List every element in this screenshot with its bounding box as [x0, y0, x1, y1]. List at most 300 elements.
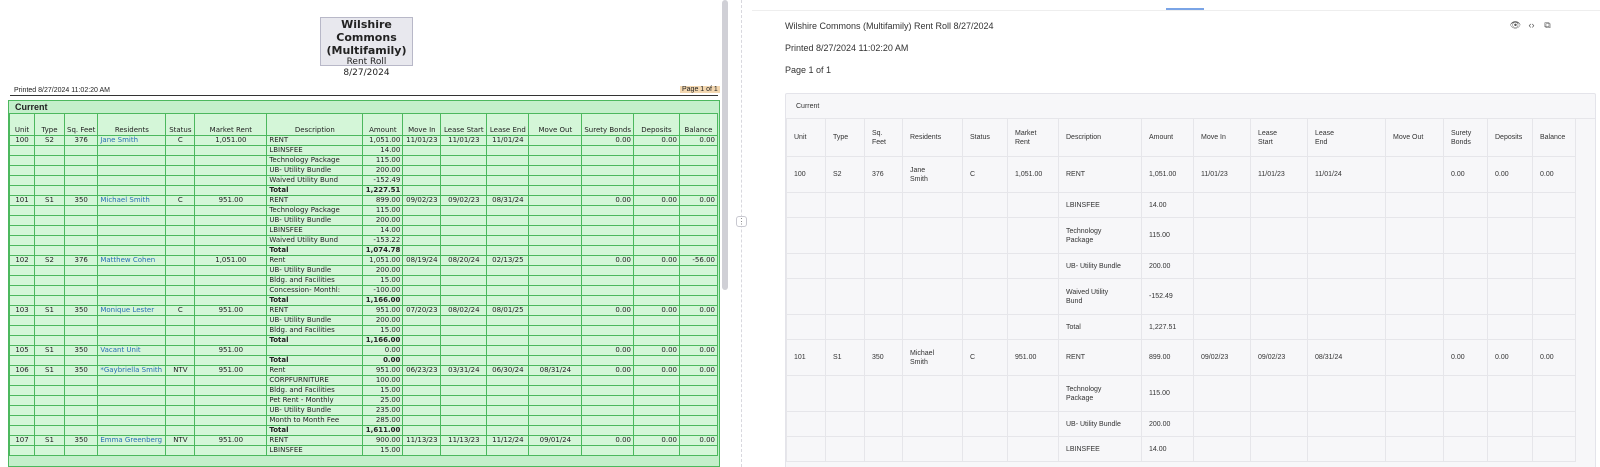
table-cell: 200.00 — [363, 166, 403, 176]
table-cell: Concession- Monthl: — [267, 286, 363, 296]
table-cell — [35, 376, 65, 386]
table-cell — [98, 446, 166, 456]
table-row — [10, 406, 718, 416]
table-cell — [679, 316, 717, 326]
table-cell: 08/19/24 — [403, 256, 441, 266]
preview-column-header — [1386, 119, 1444, 157]
table-cell — [35, 426, 65, 436]
resident-link[interactable]: Emma Greenberg — [98, 436, 166, 446]
property-name: Wilshire Commons — [336, 18, 397, 44]
table-cell — [441, 346, 487, 356]
preview-cell: 0.00 — [1488, 157, 1533, 193]
preview-cell: 115.00 — [1142, 218, 1194, 254]
column-header: Unit — [10, 114, 35, 136]
header-label: Start — [1258, 138, 1273, 146]
table-cell — [65, 156, 98, 166]
table-cell: 200.00 — [363, 316, 403, 326]
table-cell — [195, 276, 267, 286]
table-cell: RENT — [267, 306, 363, 316]
table-cell — [403, 176, 441, 186]
table-cell — [166, 346, 195, 356]
table-cell — [35, 286, 65, 296]
table-cell: Total — [267, 336, 363, 346]
table-cell: -100.00 — [363, 286, 403, 296]
table-cell — [166, 356, 195, 366]
table-cell — [633, 166, 679, 176]
preview-row — [787, 437, 1576, 462]
preview-column-header — [1008, 119, 1059, 157]
preview-cell — [1533, 437, 1576, 462]
preview-cell — [903, 437, 963, 462]
table-cell — [582, 236, 634, 246]
resident-link[interactable]: Jane Smith — [98, 136, 166, 146]
preview-cell: 14.00 — [1142, 437, 1194, 462]
table-cell: LBINSFEE — [267, 226, 363, 236]
table-cell — [195, 396, 267, 406]
table-cell — [195, 376, 267, 386]
table-cell — [582, 416, 634, 426]
preview-column-header — [1533, 119, 1576, 157]
table-cell — [35, 206, 65, 216]
table-cell: 15.00 — [363, 386, 403, 396]
table-cell — [403, 246, 441, 256]
preview-cell: Total — [1059, 315, 1142, 340]
table-cell — [633, 246, 679, 256]
table-cell — [35, 166, 65, 176]
preview-row — [787, 340, 1576, 376]
preview-cell — [1444, 254, 1488, 279]
table-cell — [633, 226, 679, 236]
table-cell — [10, 216, 35, 226]
header-label: Rent — [1015, 138, 1030, 146]
table-cell — [487, 236, 529, 246]
table-cell — [10, 146, 35, 156]
preview-cell: 100 — [787, 157, 826, 193]
table-cell — [166, 256, 195, 266]
table-cell: 899.00 — [363, 196, 403, 206]
table-cell — [35, 156, 65, 166]
table-row — [10, 396, 718, 406]
table-cell: Month to Month Fee — [267, 416, 363, 426]
table-cell: S1 — [35, 366, 65, 376]
table-cell — [65, 176, 98, 186]
preview-printed: Printed 8/27/2024 11:02:20 AM — [785, 43, 909, 53]
table-cell — [195, 266, 267, 276]
table-cell — [35, 176, 65, 186]
preview-cell — [1533, 315, 1576, 340]
preview-cell: 0.00 — [1533, 340, 1576, 376]
table-cell — [10, 416, 35, 426]
table-cell — [529, 406, 582, 416]
table-cell — [65, 396, 98, 406]
resident-link[interactable]: Monique Lester — [98, 306, 166, 316]
table-cell: 106 — [10, 366, 35, 376]
table-cell — [487, 226, 529, 236]
table-cell — [441, 406, 487, 416]
column-header: Description — [267, 114, 363, 136]
preview-cell: 14.00 — [1142, 193, 1194, 218]
column-header: Move In — [403, 114, 441, 136]
table-cell — [529, 186, 582, 196]
table-cell — [195, 186, 267, 196]
table-cell — [529, 376, 582, 386]
table-cell — [403, 386, 441, 396]
preview-cell — [1386, 340, 1444, 376]
preview-cell: 09/02/23 — [1194, 340, 1251, 376]
table-row — [10, 416, 718, 426]
table-cell — [10, 406, 35, 416]
preview-cell — [1444, 437, 1488, 462]
table-cell — [10, 446, 35, 456]
preview-cell — [1308, 193, 1386, 218]
preview-cell: 376 — [865, 157, 903, 193]
column-header: Surety Bonds — [582, 114, 634, 136]
preview-cell — [963, 193, 1008, 218]
table-cell — [582, 156, 634, 166]
header-label: End — [1315, 138, 1328, 146]
preview-header-row — [787, 119, 1576, 157]
resident-link[interactable]: Michael Smith — [98, 196, 166, 206]
printed-timestamp: Printed 8/27/2024 11:02:20 AM — [14, 87, 110, 94]
resident-link[interactable]: Matthew Cohen — [98, 256, 166, 266]
preview-cell: 0.00 — [1488, 340, 1533, 376]
table-cell — [65, 226, 98, 236]
preview-cell — [865, 437, 903, 462]
preview-cell — [1386, 279, 1444, 315]
table-cell — [679, 216, 717, 226]
table-cell: Technology Package — [267, 206, 363, 216]
table-cell — [441, 166, 487, 176]
table-cell: 0.00 — [633, 256, 679, 266]
preview-cell — [1194, 218, 1251, 254]
eye-icon[interactable]: 👁 — [1509, 20, 1522, 30]
table-cell — [98, 236, 166, 246]
table-cell — [65, 446, 98, 456]
preview-cell — [787, 437, 826, 462]
table-cell — [487, 416, 529, 426]
table-cell: 951.00 — [195, 196, 267, 206]
table-cell: Total — [267, 186, 363, 196]
resident-link[interactable]: *Gaybriella Smith — [98, 366, 166, 376]
table-cell — [65, 326, 98, 336]
table-cell — [441, 276, 487, 286]
table-row — [10, 196, 718, 206]
column-header: Market Rent — [195, 114, 267, 136]
preview-cell — [1251, 315, 1308, 340]
resident-link[interactable]: Vacant Unit — [98, 346, 166, 356]
table-cell: Waived Utility Bund — [267, 236, 363, 246]
table-cell — [487, 406, 529, 416]
preview-cell — [1488, 279, 1533, 315]
table-cell — [582, 396, 634, 406]
preview-column-header — [1488, 119, 1533, 157]
report-render-pane[interactable] — [0, 0, 732, 467]
table-cell — [403, 416, 441, 426]
preview-cell: 0.00 — [1444, 340, 1488, 376]
table-cell — [10, 326, 35, 336]
table-cell: 200.00 — [363, 266, 403, 276]
header-label: Sq. — [872, 129, 883, 137]
table-cell — [633, 206, 679, 216]
table-cell — [10, 166, 35, 176]
table-cell — [98, 226, 166, 236]
pane-divider[interactable] — [732, 0, 752, 467]
header-label: Description — [1066, 134, 1102, 141]
table-cell — [166, 246, 195, 256]
table-cell — [10, 266, 35, 276]
property-type: (Multifamily) — [326, 44, 407, 57]
table-cell — [35, 326, 65, 336]
table-cell — [679, 286, 717, 296]
preview-cell — [787, 218, 826, 254]
table-row — [10, 266, 718, 276]
table-cell — [35, 226, 65, 236]
table-cell — [633, 356, 679, 366]
preview-cell — [1008, 437, 1059, 462]
table-cell — [529, 246, 582, 256]
table-cell — [441, 176, 487, 186]
table-cell — [10, 386, 35, 396]
preview-cell — [1488, 193, 1533, 218]
table-row — [10, 206, 718, 216]
table-cell — [441, 216, 487, 226]
table-cell — [35, 216, 65, 226]
table-cell — [98, 146, 166, 156]
table-cell — [65, 386, 98, 396]
table-cell — [403, 156, 441, 166]
table-cell — [633, 216, 679, 226]
preview-cell — [1008, 279, 1059, 315]
table-cell: 101 — [10, 196, 35, 206]
table-cell — [582, 446, 634, 456]
preview-cell — [1488, 376, 1533, 412]
header-label: Status — [970, 134, 990, 141]
preview-cell — [963, 279, 1008, 315]
table-cell — [166, 426, 195, 436]
table-cell — [10, 156, 35, 166]
table-cell — [35, 416, 65, 426]
header-label: Lease — [1315, 129, 1335, 137]
table-cell: Rent — [267, 366, 363, 376]
table-cell — [195, 426, 267, 436]
table-cell — [65, 336, 98, 346]
preview-cell — [865, 193, 903, 218]
table-cell: Total — [267, 426, 363, 436]
table-cell — [10, 206, 35, 216]
preview-column-header — [903, 119, 963, 157]
table-cell: Total — [267, 356, 363, 366]
table-cell — [166, 446, 195, 456]
code-icon[interactable]: ‹› — [1528, 20, 1535, 30]
table-cell — [65, 376, 98, 386]
table-cell — [98, 286, 166, 296]
table-cell — [403, 336, 441, 346]
preview-cell — [865, 376, 903, 412]
header-label: Type — [833, 134, 849, 141]
preview-cell — [903, 193, 963, 218]
table-cell — [487, 146, 529, 156]
table-cell — [166, 316, 195, 326]
preview-cell — [1308, 279, 1386, 315]
preview-cell — [826, 279, 865, 315]
table-cell — [166, 226, 195, 236]
preview-cell — [865, 315, 903, 340]
preview-cell — [1251, 412, 1308, 437]
table-cell: 1,051.00 — [363, 136, 403, 146]
preview-cell — [1251, 193, 1308, 218]
table-cell: Waived Utility Bund — [267, 176, 363, 186]
table-cell — [487, 446, 529, 456]
table-cell: Bldg. and Facilities — [267, 326, 363, 336]
table-cell — [441, 266, 487, 276]
copy-icon[interactable]: ⧉ — [1544, 20, 1551, 30]
preview-cell — [1533, 279, 1576, 315]
preview-cell: LBINSFEE — [1059, 193, 1142, 218]
table-row — [10, 336, 718, 346]
table-cell — [633, 176, 679, 186]
table-cell: 1,074.78 — [363, 246, 403, 256]
table-cell — [65, 426, 98, 436]
table-cell: 25.00 — [363, 396, 403, 406]
preview-cell — [903, 412, 963, 437]
preview-cell: 200.00 — [1142, 254, 1194, 279]
preview-column-header — [1444, 119, 1488, 157]
table-cell: 0.00 — [633, 346, 679, 356]
table-cell: 15.00 — [363, 446, 403, 456]
table-cell — [633, 296, 679, 306]
table-row — [10, 436, 718, 446]
table-cell — [487, 286, 529, 296]
preview-title: Wilshire Commons (Multifamily) Rent Roll 8/27/2024 — [785, 21, 994, 31]
table-cell — [529, 276, 582, 286]
table-cell — [633, 316, 679, 326]
table-cell — [98, 176, 166, 186]
table-cell — [679, 296, 717, 306]
preview-cell: 11/01/24 — [1308, 157, 1386, 193]
table-cell — [166, 186, 195, 196]
table-cell: 900.00 — [363, 436, 403, 446]
table-cell — [10, 426, 35, 436]
table-cell: 102 — [10, 256, 35, 266]
table-cell — [487, 246, 529, 256]
table-cell — [529, 416, 582, 426]
drag-handle-icon[interactable]: ⋮ — [737, 217, 746, 226]
table-cell — [487, 276, 529, 286]
table-cell — [35, 446, 65, 456]
table-cell — [582, 146, 634, 156]
preview-row — [787, 315, 1576, 340]
table-cell: 376 — [65, 136, 98, 146]
preview-cell — [865, 279, 903, 315]
table-cell — [403, 406, 441, 416]
preview-cell — [1386, 157, 1444, 193]
table-cell: 235.00 — [363, 406, 403, 416]
table-cell — [487, 336, 529, 346]
table-cell — [487, 396, 529, 406]
preview-column-header — [865, 119, 903, 157]
table-cell — [35, 316, 65, 326]
table-cell: 11/01/23 — [441, 136, 487, 146]
preview-cell — [1308, 376, 1386, 412]
table-cell: NTV — [166, 436, 195, 446]
table-row — [10, 256, 718, 266]
preview-cell — [1444, 412, 1488, 437]
preview-cell: UB- Utility Bundle — [1059, 412, 1142, 437]
preview-cell: 101 — [787, 340, 826, 376]
vertical-scrollbar[interactable] — [722, 0, 728, 290]
table-cell — [441, 156, 487, 166]
table-cell — [403, 426, 441, 436]
preview-cell — [787, 254, 826, 279]
table-cell — [35, 186, 65, 196]
table-cell — [441, 146, 487, 156]
preview-cell — [903, 218, 963, 254]
preview-cell — [1488, 315, 1533, 340]
table-cell — [98, 296, 166, 306]
table-cell — [679, 226, 717, 236]
column-header: Residents — [98, 114, 166, 136]
table-cell — [166, 396, 195, 406]
table-cell: Bldg. and Facilities — [267, 386, 363, 396]
table-cell — [65, 166, 98, 176]
preview-cell — [1386, 254, 1444, 279]
table-row — [10, 306, 718, 316]
preview-cell — [963, 376, 1008, 412]
table-cell — [679, 186, 717, 196]
table-cell — [487, 356, 529, 366]
preview-cell — [1444, 315, 1488, 340]
table-cell — [633, 406, 679, 416]
table-cell — [582, 356, 634, 366]
table-cell — [529, 176, 582, 186]
table-cell — [529, 316, 582, 326]
preview-cell: 115.00 — [1142, 376, 1194, 412]
header-label: Move In — [1201, 134, 1226, 141]
table-cell — [65, 206, 98, 216]
table-cell: 350 — [65, 306, 98, 316]
table-cell — [679, 176, 717, 186]
table-cell — [679, 426, 717, 436]
preview-cell: 09/02/23 — [1251, 340, 1308, 376]
preview-cell — [1008, 315, 1059, 340]
table-cell — [166, 236, 195, 246]
table-cell: UB- Utility Bundle — [267, 216, 363, 226]
table-row — [10, 286, 718, 296]
table-cell — [35, 396, 65, 406]
table-cell — [98, 356, 166, 366]
preview-cell — [865, 218, 903, 254]
table-cell: 115.00 — [363, 156, 403, 166]
table-cell: UB- Utility Bundle — [267, 406, 363, 416]
table-cell — [582, 186, 634, 196]
preview-cell — [787, 376, 826, 412]
table-cell — [582, 206, 634, 216]
table-cell — [403, 226, 441, 236]
preview-cell — [1308, 218, 1386, 254]
table-cell: 15.00 — [363, 326, 403, 336]
table-row — [10, 176, 718, 186]
table-cell — [679, 376, 717, 386]
table-cell — [403, 276, 441, 286]
table-cell — [98, 216, 166, 226]
preview-cell — [865, 412, 903, 437]
preview-cell — [787, 315, 826, 340]
table-cell: 09/02/23 — [441, 196, 487, 206]
table-cell — [679, 336, 717, 346]
table-cell: -56.00 — [679, 256, 717, 266]
table-cell: 08/02/24 — [441, 306, 487, 316]
table-cell: Rent — [267, 256, 363, 266]
